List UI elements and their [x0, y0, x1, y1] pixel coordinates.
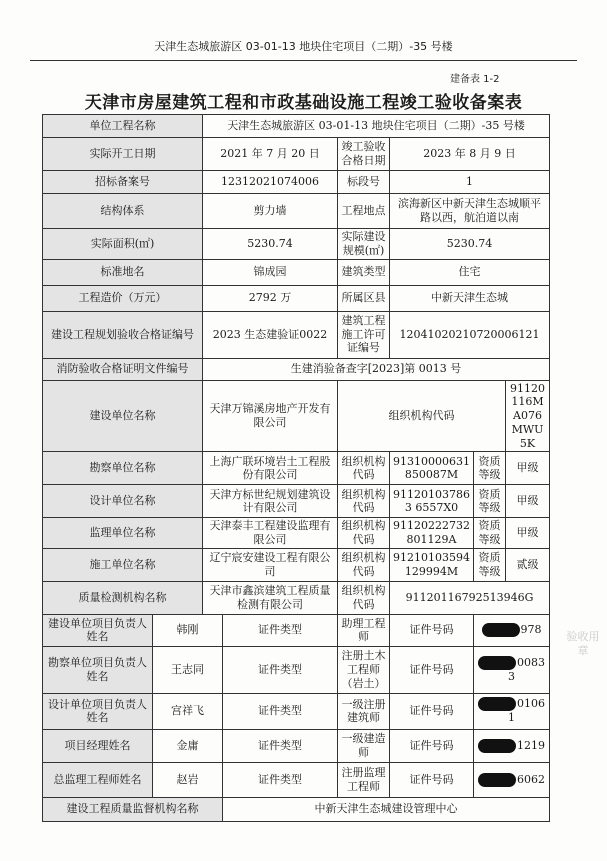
unit-project-name: 天津生态城旅游区 03-01-13 地块住宅项目（二期）-35 号楼 [203, 115, 550, 138]
fire-cert-label: 消防验收合格证明文件编号 [43, 358, 203, 380]
redacted-mark [478, 656, 516, 670]
plan-cert-label: 建设工程规划验收合格证编号 [43, 311, 203, 358]
landmark-value: 锦成园 [203, 259, 338, 285]
unit-row: 建设单位名称 天津万锦溪房地产开发有限公司 组织机构代码 91120116MA076MWU5K [43, 380, 550, 452]
landmark-label: 标准地名 [43, 259, 203, 285]
person-row: 总监理工程师姓名 赵岩 证件类型 注册监理工程师 证件号码 6062 [43, 762, 550, 797]
permit-label: 建筑工程施工许可证编号 [338, 311, 390, 358]
acceptance-date-label: 竣工验收合格日期 [338, 138, 390, 171]
unit-row: 质量检测机构名称 天津市鑫滨建筑工程质量检测有限公司 组织机构代码 91120116792513946G [43, 581, 550, 614]
area-value: 5230.74 [203, 229, 338, 260]
district-value: 中新天津生态城 [390, 285, 550, 311]
unit-row: 勘察单位名称 上海广联环境岩土工程股份有限公司 组织机构代码 91310000631850087M 资质等级 甲级 [43, 452, 550, 485]
start-date: 2021 年 7 月 20 日 [203, 138, 338, 171]
plan-cert-value: 2023 生态建验证0022 [203, 311, 338, 358]
page-header-title: 天津生态城旅游区 03-01-13 地块住宅项目（二期）-35 号楼 [154, 40, 453, 53]
section-label: 标段号 [338, 171, 390, 194]
section-number: 1 [390, 171, 550, 194]
building-type-label: 建筑类型 [338, 259, 390, 285]
supervision-label: 建设工程质量监督机构名称 [43, 797, 223, 821]
area-label: 实际面积(㎡) [43, 229, 203, 260]
scale-value: 5230.74 [390, 229, 550, 260]
person-row: 项目经理姓名 金庸 证件类型 一级建造师 证件号码 1219 [43, 729, 550, 762]
document-title: 天津市房屋建筑工程和市政基础设施工程竣工验收备案表 [84, 93, 523, 113]
redacted-mark [478, 697, 516, 711]
faint-stamp: 验收用章 [566, 630, 600, 658]
location-label: 工程地点 [338, 194, 390, 229]
unit-project-name-label: 单位工程名称 [43, 115, 203, 138]
form-number: 建备表 1-2 [450, 74, 500, 85]
supervision-value: 中新天津生态城建设管理中心 [223, 797, 550, 821]
scale-label: 实际建设规模(㎡) [338, 229, 390, 260]
redacted-mark [478, 773, 516, 787]
location-value: 滨海新区中新天津生态城顺平路以西，航泊道以南 [390, 194, 550, 229]
redacted-mark [478, 739, 516, 753]
bid-record: 12312021074006 [203, 171, 338, 194]
unit-row: 监理单位名称 天津泰丰工程建设监理有限公司 组织机构代码 91120222732801129A 资质等级 甲级 [43, 518, 550, 549]
redacted-mark [482, 623, 520, 637]
fire-cert-value: 生建消验备查字[2023]第 0013 号 [203, 358, 550, 380]
start-date-label: 实际开工日期 [43, 138, 203, 171]
permit-value: 12041020210720006121 [390, 311, 550, 358]
structure-label: 结构体系 [43, 194, 203, 229]
person-row: 勘察单位项目负责人姓名 王志同 证件类型 注册土木工程师（岩土） 证件号码 00833 [43, 646, 550, 693]
building-type-value: 住宅 [390, 259, 550, 285]
structure-value: 剪力墙 [203, 194, 338, 229]
person-row: 设计单位项目负责人姓名 宫祥飞 证件类型 一级注册建筑师 证件号码 01061 [43, 693, 550, 729]
person-row: 建设单位项目负责人姓名 韩刚 证件类型 助理工程师 证件号码 978 [43, 614, 550, 646]
unit-row: 施工单位名称 辽宁宸安建设工程有限公司 组织机构代码 91210103594129994M 资质等级 贰级 [43, 548, 550, 581]
cost-label: 工程造价（万元） [43, 285, 203, 311]
unit-row: 设计单位名称 天津方标世纪规划建筑设计有限公司 组织机构代码 911201037863 6557X0 资质等级 甲级 [43, 485, 550, 518]
bid-record-label: 招标备案号 [43, 171, 203, 194]
record-form-table [42, 114, 550, 822]
cost-value: 2792 万 [203, 285, 338, 311]
header-divider [30, 60, 577, 61]
district-label: 所属区县 [338, 285, 390, 311]
acceptance-date: 2023 年 8 月 9 日 [390, 138, 550, 171]
